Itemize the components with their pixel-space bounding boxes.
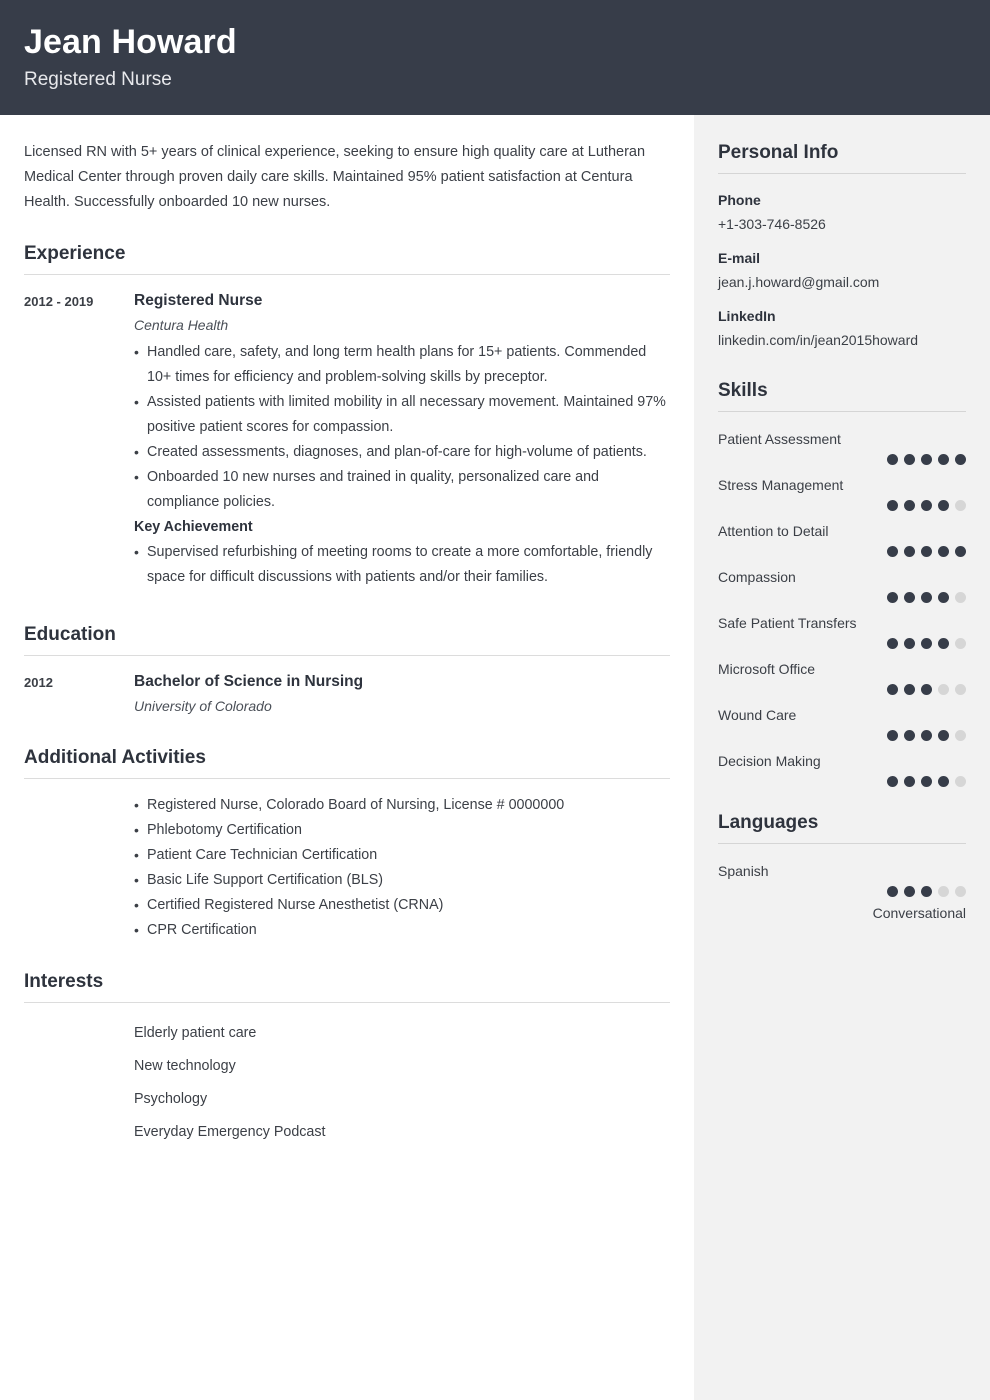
rating-dot-filled <box>904 684 915 695</box>
section-additional-activities <box>24 745 670 943</box>
rating-dots <box>718 454 966 465</box>
rating-item <box>718 472 966 511</box>
rating-dot-filled <box>887 886 898 897</box>
sidebar-heading-skills: Skills <box>718 378 966 412</box>
email-label: E-mail <box>718 250 761 266</box>
rating-dot-filled <box>921 638 932 649</box>
rating-dots <box>718 638 966 649</box>
rating-dot-filled <box>904 500 915 511</box>
rating-dot-filled <box>938 638 949 649</box>
rating-item <box>718 858 966 926</box>
rating-item <box>718 426 966 465</box>
list-item: • Created assessments, diagnoses, and plan-of-care for high-volume of patients. <box>134 440 670 465</box>
skills-list <box>718 426 966 787</box>
rating-dots <box>718 730 966 741</box>
section-spacer <box>24 731 670 745</box>
experience-bullets <box>134 340 670 515</box>
rating-dot-filled <box>887 592 898 603</box>
section-heading-activities: Additional Activities <box>24 745 670 779</box>
education-body <box>134 670 670 721</box>
section-interests <box>24 969 670 1149</box>
list-item: • Assisted patients with limited mobility in all necessary movement. Maintained 97% positive patient scores for compassion. <box>134 390 670 440</box>
interests-body <box>24 1017 670 1149</box>
rating-dot-filled <box>921 730 932 741</box>
list-item: New technology <box>134 1058 236 1074</box>
experience-date: 2012 - 2019 <box>24 294 94 309</box>
header-job-title: Registered Nurse <box>24 69 172 90</box>
rating-dot-filled <box>955 454 966 465</box>
section-education <box>24 622 670 721</box>
rating-dot-filled <box>921 454 932 465</box>
rating-dot-empty <box>955 592 966 603</box>
rating-dots <box>718 886 966 897</box>
rating-dot-filled <box>904 546 915 557</box>
rating-label: Patient Assessment <box>718 431 841 447</box>
interests-list <box>134 1017 670 1149</box>
experience-job-title: Registered Nurse <box>134 292 263 309</box>
section-experience <box>24 241 670 590</box>
rating-dots <box>718 684 966 695</box>
list-item: • Handled care, safety, and long term health plans for 15+ patients. Commended 10+ times for efficiency and problem-solving skills by preceptor. <box>134 340 670 390</box>
rating-dots <box>718 592 966 603</box>
list-item: • Supervised refurbishing of meeting rooms to create a more comfortable, friendly space for difficult discussions with patients and/or their families. <box>134 540 670 590</box>
rating-label: Stress Management <box>718 477 844 493</box>
rating-dot-filled <box>921 500 932 511</box>
education-entry <box>24 670 670 721</box>
list-item: • Onboarded 10 new nurses and trained in quality, personalized care and compliance policies. <box>134 465 670 515</box>
rating-dot-filled <box>887 776 898 787</box>
rating-label: Safe Patient Transfers <box>718 615 857 631</box>
rating-item <box>718 610 966 649</box>
summary-paragraph: Licensed RN with 5+ years of clinical experience, seeking to ensure high quality care at Lutheran Medical Center through proven daily care skills. Maintained 95% patient satisfaction at Centura Health. Successfully onboarded 10 new nurses. <box>24 144 646 210</box>
rating-dot-filled <box>938 730 949 741</box>
rating-label: Microsoft Office <box>718 661 815 677</box>
sidebar-heading-personal-info: Personal Info <box>718 140 966 174</box>
sidebar <box>694 115 990 1400</box>
rating-dot-empty <box>955 776 966 787</box>
phone-value: +1-303-746-8526 <box>718 216 826 232</box>
rating-dot-filled <box>921 776 932 787</box>
phone-label: Phone <box>718 192 761 208</box>
languages-list <box>718 858 966 926</box>
rating-dot-filled <box>938 546 949 557</box>
rating-label: Compassion <box>718 569 796 585</box>
rating-dot-filled <box>887 730 898 741</box>
rating-dot-empty <box>938 684 949 695</box>
sidebar-section-personal-info <box>718 140 966 353</box>
rating-item <box>718 518 966 557</box>
rating-dot-filled <box>887 546 898 557</box>
activities-list <box>134 793 670 943</box>
rating-dot-filled <box>887 454 898 465</box>
education-school: University of Colorado <box>134 698 272 714</box>
education-date: 2012 <box>24 675 53 690</box>
list-item: Everyday Emergency Podcast <box>134 1124 326 1140</box>
sidebar-spacer <box>718 794 966 810</box>
rating-dot-filled <box>938 592 949 603</box>
list-item: • CPR Certification <box>134 918 670 943</box>
linkedin-label: LinkedIn <box>718 308 776 324</box>
sidebar-heading-languages: Languages <box>718 810 966 844</box>
key-achievement-label: Key Achievement <box>134 519 253 535</box>
rating-dot-filled <box>887 500 898 511</box>
section-heading-education: Education <box>24 622 670 656</box>
list-item: • Certified Registered Nurse Anesthetist (CRNA) <box>134 893 670 918</box>
rating-dot-empty <box>938 886 949 897</box>
rating-dot-filled <box>904 776 915 787</box>
rating-dot-filled <box>921 546 932 557</box>
list-item: Elderly patient care <box>134 1025 257 1041</box>
main-column <box>0 115 694 1400</box>
rating-item <box>718 564 966 603</box>
rating-dot-filled <box>904 592 915 603</box>
rating-item <box>718 656 966 695</box>
rating-dot-filled <box>904 730 915 741</box>
rating-dot-empty <box>955 638 966 649</box>
rating-dot-filled <box>938 776 949 787</box>
rating-label: Attention to Detail <box>718 523 829 539</box>
section-heading-interests: Interests <box>24 969 670 1003</box>
section-heading-experience: Experience <box>24 241 670 275</box>
rating-dots <box>718 546 966 557</box>
rating-dot-empty <box>955 730 966 741</box>
section-spacer <box>24 600 670 622</box>
list-item: • Patient Care Technician Certification <box>134 843 670 868</box>
sidebar-section-languages <box>718 810 966 926</box>
sidebar-spacer <box>718 362 966 378</box>
rating-dot-filled <box>904 638 915 649</box>
rating-item <box>718 702 966 741</box>
experience-entry <box>24 289 670 590</box>
rating-dots <box>718 776 966 787</box>
sidebar-section-skills <box>718 378 966 787</box>
key-achievement-bullets <box>134 540 670 590</box>
page-title: Jean Howard <box>24 23 237 61</box>
education-degree: Bachelor of Science in Nursing <box>134 673 364 690</box>
section-spacer <box>24 947 670 969</box>
experience-body <box>134 289 670 590</box>
rating-dot-empty <box>955 500 966 511</box>
rating-dot-filled <box>921 684 932 695</box>
list-item: Psychology <box>134 1091 208 1107</box>
rating-dot-filled <box>904 454 915 465</box>
rating-dot-filled <box>938 454 949 465</box>
rating-label: Decision Making <box>718 753 821 769</box>
rating-dot-filled <box>921 592 932 603</box>
rating-dot-filled <box>938 500 949 511</box>
linkedin-value[interactable]: linkedin.com/in/jean2015howard <box>718 332 919 348</box>
rating-label: Wound Care <box>718 707 797 723</box>
rating-dot-filled <box>921 886 932 897</box>
rating-label: Spanish <box>718 863 769 879</box>
list-item: • Registered Nurse, Colorado Board of Nursing, License # 0000000 <box>134 793 670 818</box>
rating-dot-filled <box>955 546 966 557</box>
email-value[interactable]: jean.j.howard@gmail.com <box>718 274 880 290</box>
rating-note: Conversational <box>872 905 966 921</box>
rating-dot-filled <box>887 684 898 695</box>
rating-item <box>718 748 966 787</box>
rating-dot-filled <box>887 638 898 649</box>
rating-dot-empty <box>955 886 966 897</box>
rating-dots <box>718 500 966 511</box>
activities-body <box>24 793 670 943</box>
experience-employer: Centura Health <box>134 317 229 333</box>
resume-header <box>0 0 990 115</box>
rating-dot-empty <box>955 684 966 695</box>
list-item: • Phlebotomy Certification <box>134 818 670 843</box>
list-item: • Basic Life Support Certification (BLS) <box>134 868 670 893</box>
rating-dot-filled <box>904 886 915 897</box>
